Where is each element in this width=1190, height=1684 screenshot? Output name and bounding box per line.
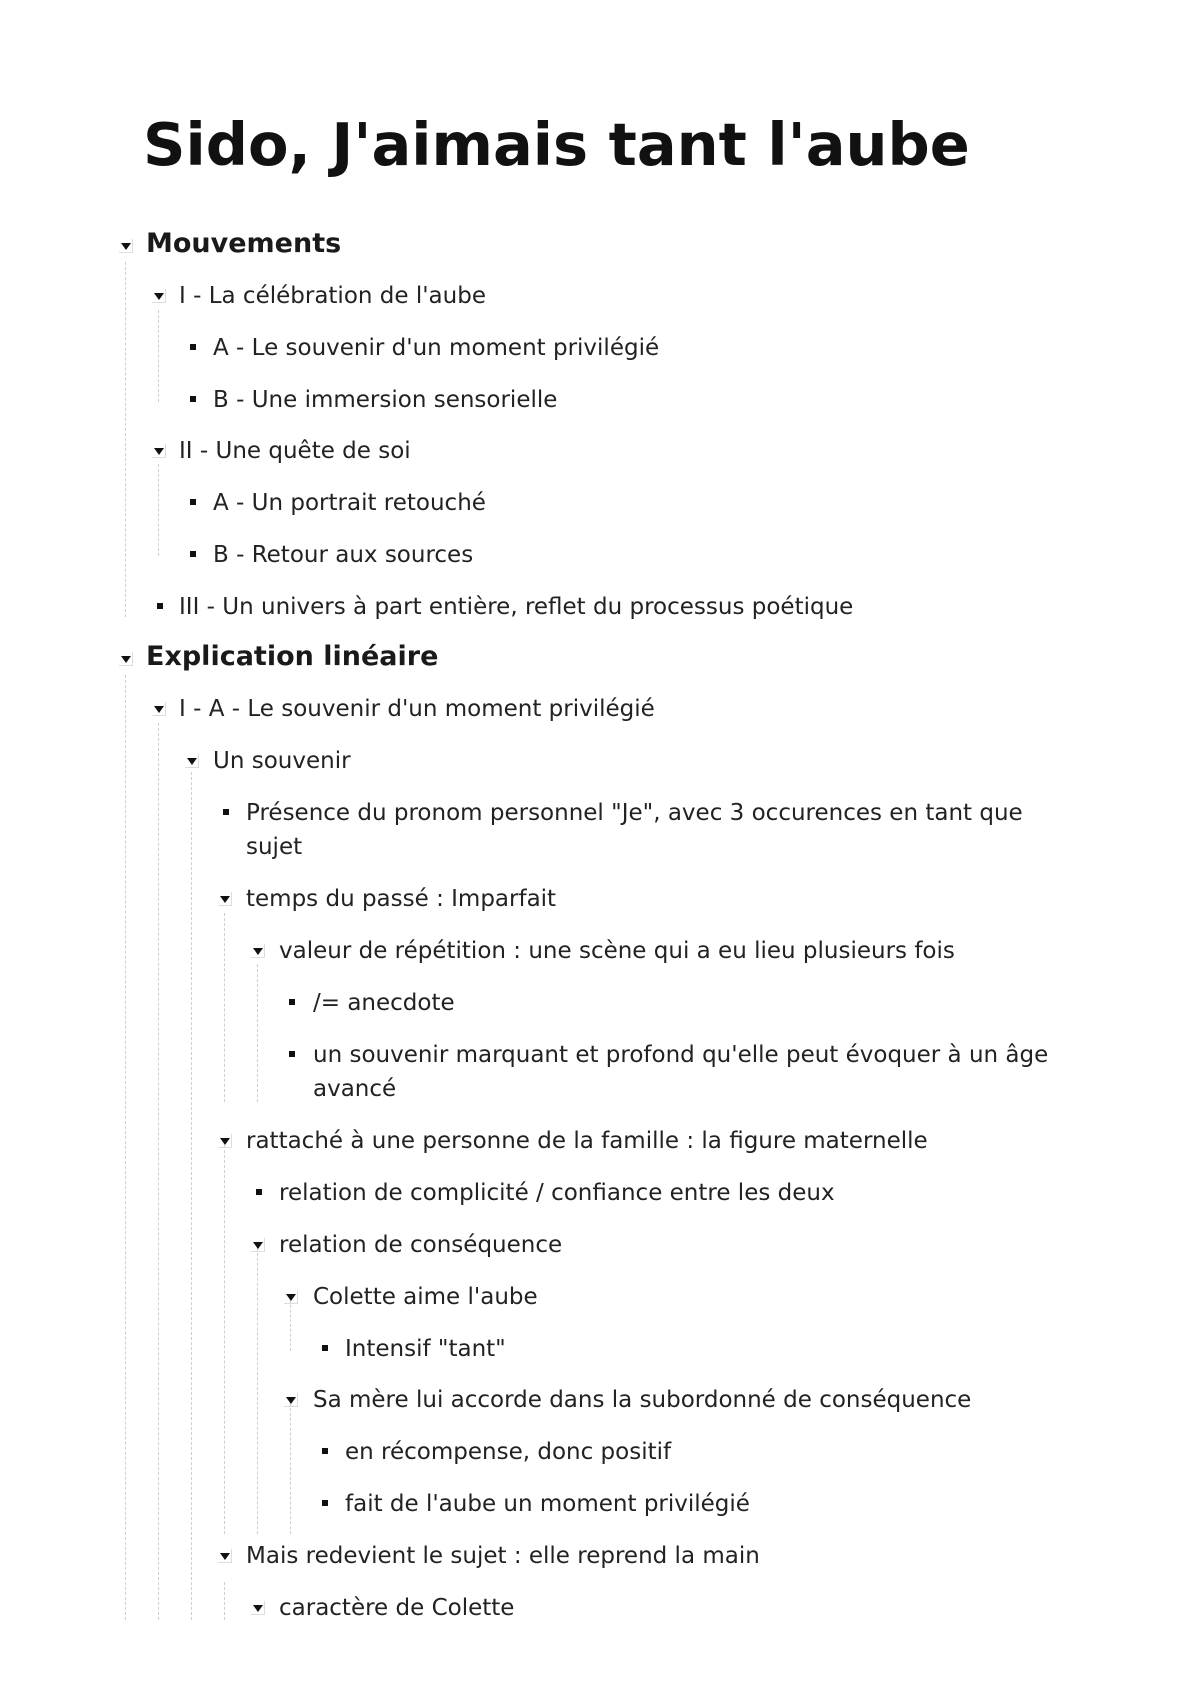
guide-line: [158, 310, 159, 402]
page-title: Sido, J'aimais tant l'aube: [143, 110, 970, 179]
collapse-toggle-icon[interactable]: [218, 892, 233, 907]
bullet-icon: [322, 1500, 328, 1506]
collapse-toggle-icon[interactable]: [119, 652, 134, 667]
collapse-toggle-icon[interactable]: [218, 1134, 233, 1149]
guide-line: [224, 1145, 225, 1534]
collapse-toggle-icon[interactable]: [284, 1290, 299, 1305]
guide-line: [191, 772, 192, 1620]
collapse-toggle-icon[interactable]: [152, 444, 167, 459]
bullet-icon: [190, 551, 196, 557]
bullet-icon: [256, 1189, 262, 1195]
guide-line: [224, 1582, 225, 1620]
guide-line: [290, 1300, 291, 1351]
bullet-icon: [322, 1345, 328, 1351]
bullet-icon: [289, 1051, 295, 1057]
guide-line: [158, 464, 159, 556]
bullet-icon: [289, 999, 295, 1005]
outline-tree: Mouvements I - La célébration de l'aube A - Le souvenir d'un moment privilégié B - Une immersion sensorielle II - Une quête de soi A - Un portrait retouché B - Retour aux sources III - Un univers à part entière, reflet du processus poétique Explication linéaire I - A - Le souvenir d'un moment privilégié Un souvenir Présence du pronom personnel "Je", avec 3 occurences en tant que sujet temps du passé : Imparfait valeur de répétition : une scène qui a eu lieu plusieurs fois /= anecdote un souvenir marquant et profond qu'elle peut évoquer à un âge avancé rattaché à une personne de la famille : la figure maternelle relation de complicité / confiance entre les deux relation de conséquence Colette aime l'aube Intensif "tant" Sa mère lui accorde dans la subordonné de conséquence en récompense, donc positif fait de l'aube un moment privilégié Mais redevient le sujet : elle reprend la main caractère de Colette: [0, 0, 1190, 1684]
bullet-icon: [190, 344, 196, 350]
bullet-icon: [223, 809, 229, 815]
guide-line: [158, 723, 159, 1620]
collapse-toggle-icon[interactable]: [152, 289, 167, 304]
bullet-icon: [190, 396, 196, 402]
guide-line: [257, 1248, 258, 1534]
collapse-toggle-icon[interactable]: [218, 1549, 233, 1564]
collapse-toggle-icon[interactable]: [251, 1601, 266, 1616]
collapse-toggle-icon[interactable]: [119, 239, 134, 254]
bullet-icon: [157, 603, 163, 609]
collapse-toggle-icon[interactable]: [185, 754, 200, 769]
guide-line: [290, 1403, 291, 1534]
bullet-icon: [322, 1448, 328, 1454]
guide-line: [224, 913, 225, 1102]
bullet-icon: [190, 499, 196, 505]
collapse-toggle-icon[interactable]: [251, 1238, 266, 1253]
guide-line: [125, 262, 126, 617]
guide-line: [125, 675, 126, 1620]
collapse-toggle-icon[interactable]: [251, 944, 266, 959]
collapse-toggle-icon[interactable]: [284, 1393, 299, 1408]
collapse-toggle-icon[interactable]: [152, 702, 167, 717]
guide-line: [257, 964, 258, 1102]
